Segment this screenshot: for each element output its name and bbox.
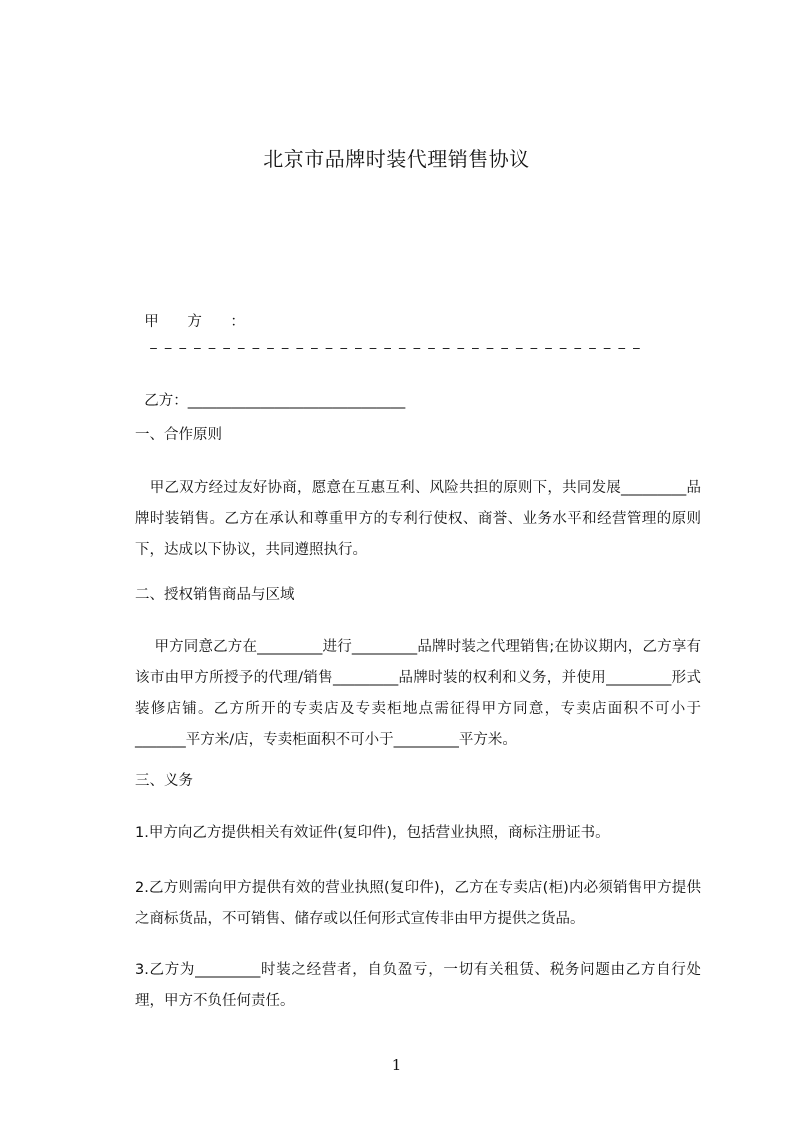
section3-heading: 三、义务 [135, 773, 193, 789]
section3-item2: 2.乙方则需向甲方提供有效的营业执照(复印件)，乙方在专卖店(柜)内必须销售甲方提供之商标货品，不可销售、储存或以任何形式宣传非由甲方提供之货品。 [135, 880, 701, 927]
page-number: 1 [391, 1056, 402, 1074]
party-a-label: 甲 方 ： [144, 314, 257, 330]
section3-item1: 1.甲方向乙方提供相关有效证件(复印件)，包括营业执照，商标注册证书。 [135, 825, 610, 841]
section2-heading: 二、授权销售商品与区域 [135, 587, 295, 603]
party-b-blank: ______________________________ [187, 393, 406, 409]
party-a-blank: _ _ _ _ _ _ _ _ _ _ _ _ _ _ _ _ _ _ _ _ _ _ _ _ _ _ _ _ _ _ _ _ _ _ [150, 335, 642, 350]
section3-item3: 3.乙方为_________时装之经营者，自负盈亏，一切有关租赁、税务问题由乙方自行处理，甲方不负任何责任。 [135, 962, 701, 1009]
document-title: 北京市品牌时装代理销售协议 [263, 147, 530, 171]
party-b-line [135, 371, 703, 411]
section2-paragraph: 甲方同意乙方在_________进行_________品牌时装之代理销售;在协议期内，乙方享有该市由甲方所授予的代理/销售_________品牌时装的权利和义务，并使用_________形式装修店铺。乙方所开的专卖店及专卖柜地点需征得甲方同意，专卖店面积不可小于_______平方米/店，专卖柜面积不可小于_________平方米。 [135, 639, 701, 748]
section1-paragraph: 甲乙双方经过友好协商，愿意在互惠互利、风险共担的原则下，共同发展_________品牌时装销售。乙方在承认和尊重甲方的专利行使权、商誉、业务水平和经营管理的原则下，达成以下协议，共同遵照执行。 [135, 480, 701, 558]
party-b-label: 乙方： [144, 393, 188, 409]
party-a-line [135, 292, 703, 353]
section1-heading: 一、合作原则 [135, 427, 222, 443]
